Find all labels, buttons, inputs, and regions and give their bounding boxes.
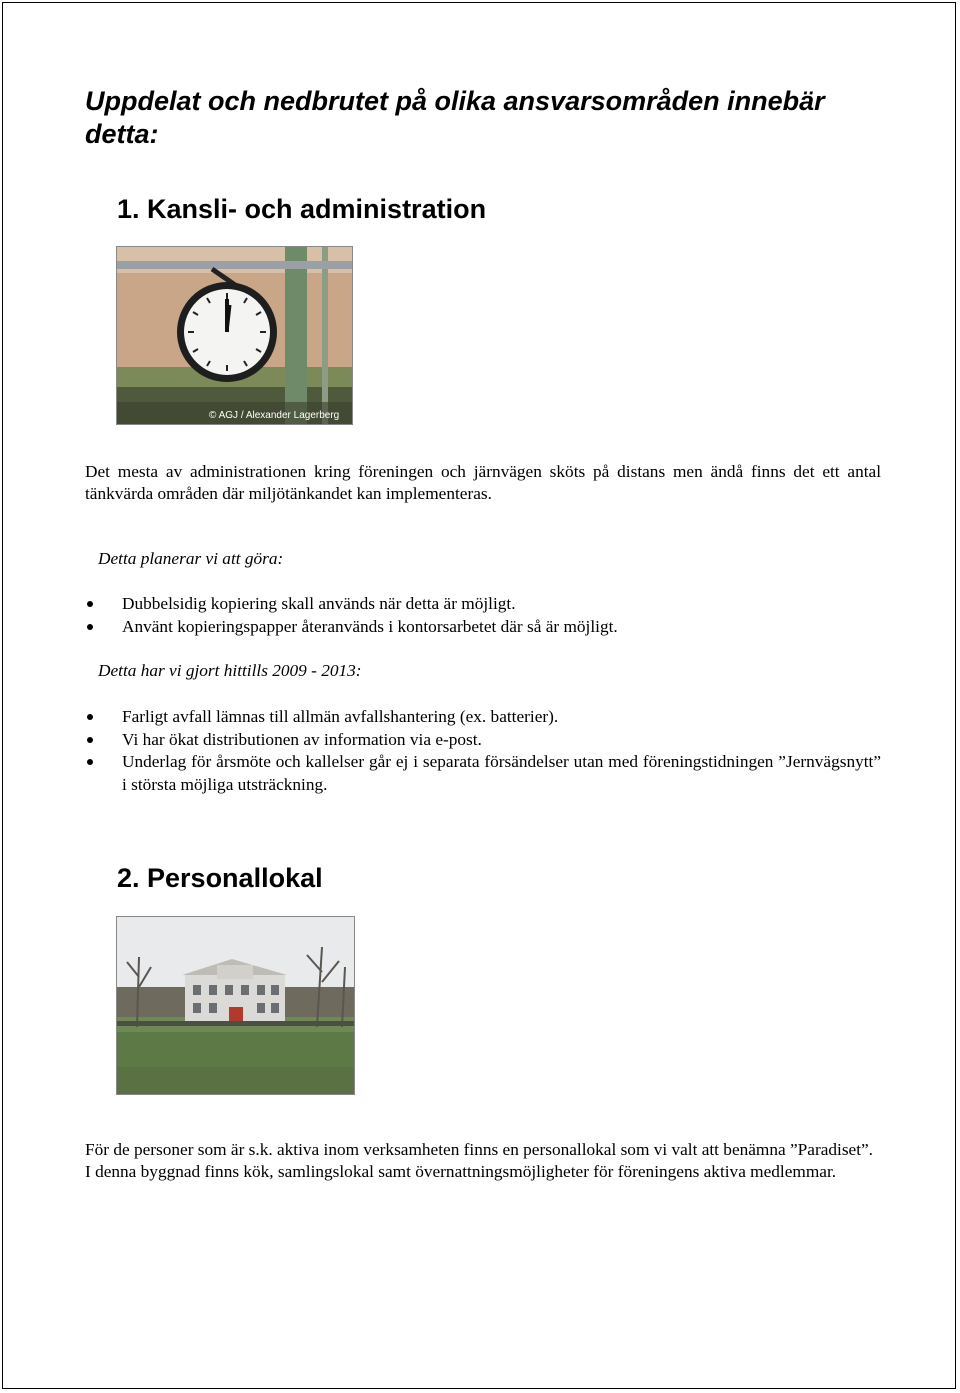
photo-credit: © AGJ / Alexander Lagerberg (209, 410, 340, 421)
done-heading: Detta har vi gjort hittills 2009 - 2013: (98, 661, 362, 680)
done-item: Vi har ökat distributionen av information via e-post. (85, 729, 881, 752)
done-item: Underlag för årsmöte och kallelser går ej i separata försändelser utan med föreningstidningen ”Jernvägsnytt” i största möjliga utsträckning. (85, 751, 881, 796)
plan-item: Dubbelsidig kopiering skall används när detta är möjligt. (85, 593, 881, 616)
clock-photo (116, 246, 353, 425)
document-page (2, 2, 956, 1389)
done-item: Farligt avfall lämnas till allmän avfallshantering (ex. batterier). (85, 706, 881, 729)
section-1-title: 1. Kansli- och administration (117, 194, 487, 224)
plan-heading: Detta planerar vi att göra: (98, 549, 284, 568)
section-2-title: 2. Personallokal (117, 863, 323, 893)
section-1-intro: Det mesta av administrationen kring föreningen och järnvägen sköts på distans men ändå finns det ett antal tänkvärda områden där miljötänkandet kan implementeras. (85, 462, 881, 503)
plan-list (85, 593, 881, 638)
page-heading: Uppdelat och nedbrutet på olika ansvarsområden innebär detta: (85, 86, 825, 149)
done-list (85, 706, 881, 796)
section-2-text: För de personer som är s.k. aktiva inom verksamheten finns en personallokal som vi valt att benämna ”Paradiset”. I denna byggnad finns kök, samlingslokal samt övernattningsmöjligheter för föreningens aktiva medlemmar. (85, 1140, 874, 1181)
plan-item: Använt kopieringspapper återanvänds i kontorsarbetet där så är möjligt. (85, 616, 881, 639)
house-photo (116, 916, 355, 1095)
